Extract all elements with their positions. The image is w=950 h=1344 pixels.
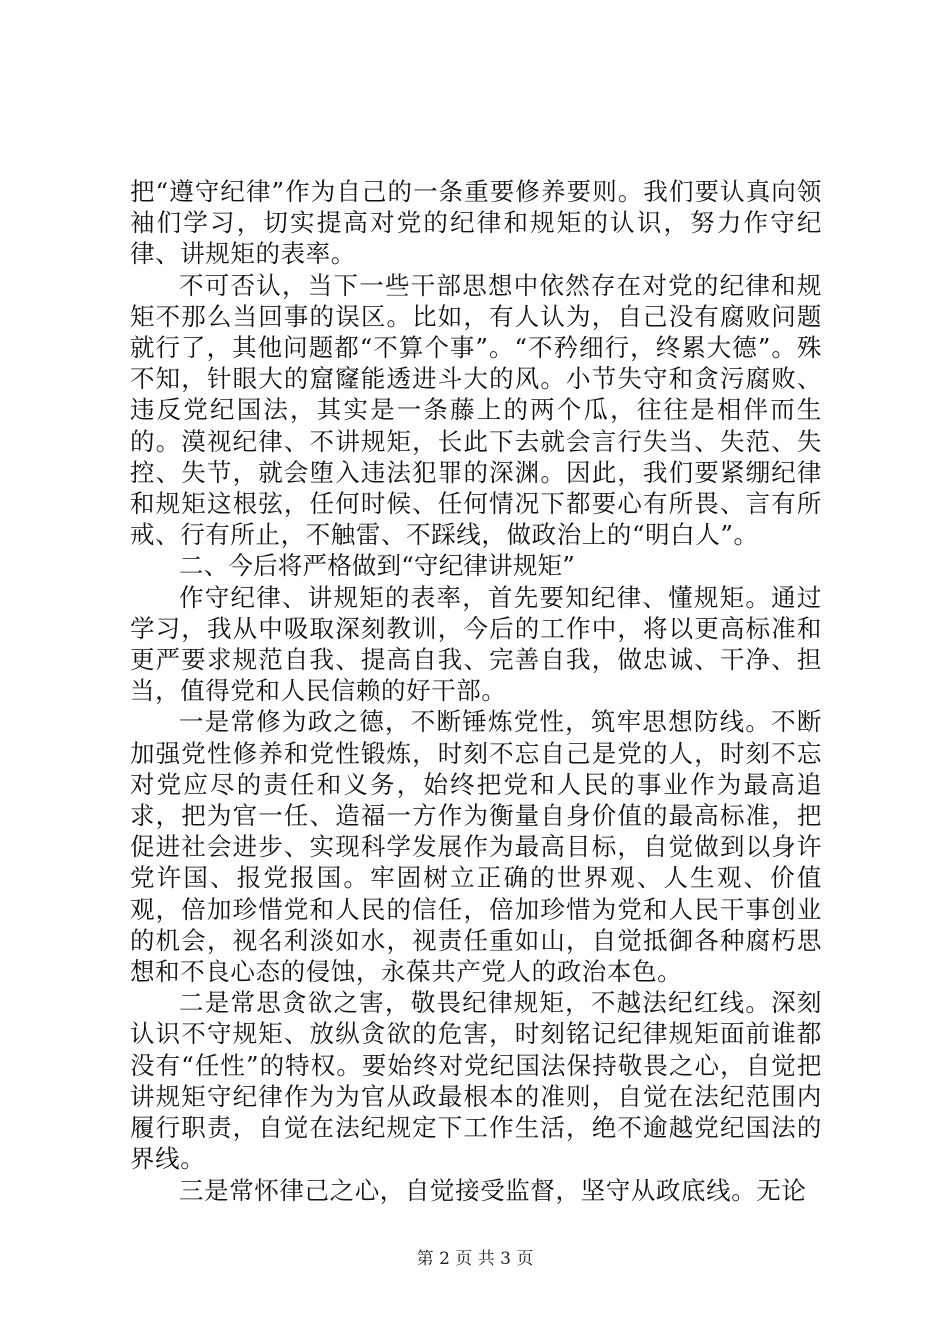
paragraph-point-two: 二是常思贪欲之害，敬畏纪律规矩，不越法纪红线。深刻认识不守规矩、放纵贪欲的危害，时刻铭记纪律规矩面前谁都没有“任性”的特权。要始终对党纪国法保持敬畏之心，自觉把讲规矩守纪律作为为官从政最根本的准则，自觉在法纪范围内履行职责，自觉在法纪规定下工作生活，绝不逾越党纪国法的界线。 xyxy=(130,988,822,1174)
document-body xyxy=(130,176,822,1206)
paragraph-misconception: 不可否认，当下一些干部思想中依然存在对党的纪律和规矩不那么当回事的误区。比如，有人认为，自己没有腐败问题就行了，其他问题都“不算个事”。“不矜细行，终累大德”。殊不知，针眼大的窟窿能透进斗大的风。小节失守和贪污腐败、违反党纪国法，其实是一条藤上的两个瓜，往往是相伴而生的。漠视纪律、不讲规矩，长此下去就会言行失当、失范、失控、失节，就会堕入违法犯罪的深渊。因此，我们要紧绷纪律和规矩这根弦，任何时候、任何情况下都要心有所畏、言有所戒、行有所止，不触雷、不踩线，做政治上的“明白人”。 xyxy=(130,270,822,550)
paragraph-continuation: 把“遵守纪律”作为自己的一条重要修养要则。我们要认真向领袖们学习，切实提高对党的纪律和规矩的认识，努力作守纪律、讲规矩的表率。 xyxy=(130,177,822,269)
paragraph-intro: 作守纪律、讲规矩的表率，首先要知纪律、懂规矩。通过学习，我从中吸取深刻教训，今后的工作中，将以更高标准和更严要求规范自我、提高自我、完善自我，做忠诚、干净、担当，值得党和人民信赖的好干部。 xyxy=(130,582,822,706)
paragraph-point-one: 一是常修为政之德，不断锤炼党性，筑牢思想防线。不断加强党性修养和党性锻炼，时刻不忘自己是党的人，时刻不忘对党应尽的责任和义务，始终把党和人民的事业作为最高追求，把为官一任、造福一方作为衡量自身价值的最高标准，把促进社会进步、实现科学发展作为最高目标，自觉做到以身许党许国、报党报国。牢固树立正确的世界观、人生观、价值观，倍加珍惜党和人民的信任，倍加珍惜为党和人民干事创业的机会，视名利淡如水，视责任重如山，自觉抵御各种腐朽思想和不良心态的侵蚀，永葆共产党人的政治本色。 xyxy=(130,707,822,987)
page-number-footer: 第 2 页 共 3 页 xyxy=(416,1249,534,1269)
paragraph-point-three: 三是常怀律己之心，自觉接受监督，坚守从政底线。无论 xyxy=(179,1175,807,1205)
section-heading: 二、今后将严格做到“守纪律讲规矩” xyxy=(179,551,575,581)
